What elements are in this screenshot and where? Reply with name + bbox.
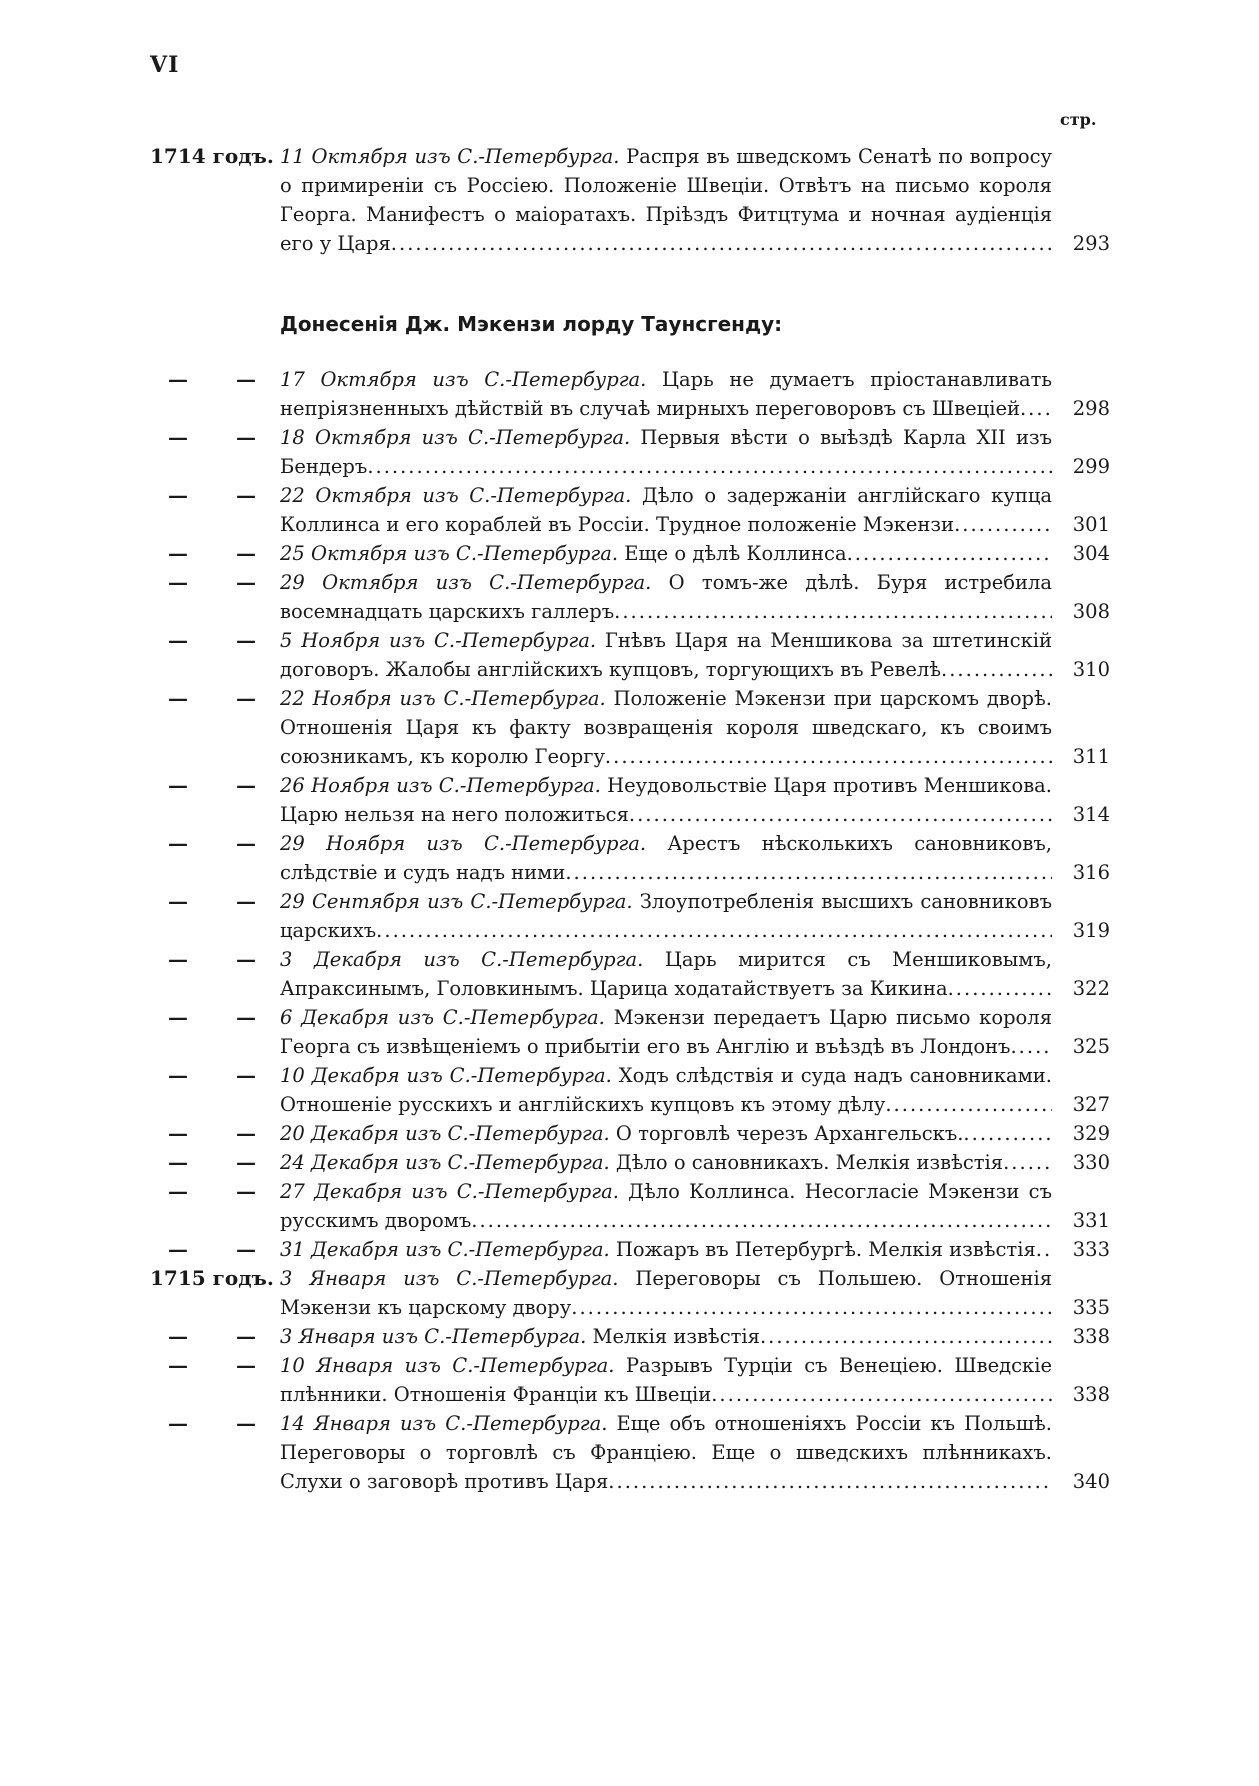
toc-entry [150, 142, 1110, 258]
ditto-dash: — [236, 570, 256, 594]
entry-date: 29 Сентября изъ С.-Петербурга. [280, 890, 633, 913]
ditto-dash: — [168, 628, 188, 652]
ditto-dash: — [236, 628, 256, 652]
entry-date: 14 Января изъ С.-Петербурга. [280, 1412, 608, 1435]
ditto-dash: — [236, 889, 256, 913]
ditto-dash: — [236, 1121, 256, 1145]
entry-description: Распря въ шведскомъ Сенатѣ по вопросу о примиреніи съ Россіею. Положеніе Швеціи. Отвѣтъ на письмо короля Георга. Манифестъ о маіоратахъ. Пріѣздъ Фитцтума и ночная аудіенція его у Царя ..... [280, 145, 1052, 255]
entry-year: 1715 годъ. [150, 1266, 274, 1290]
entry-description: Дѣло о задержаніи англійскаго купца Коллинса и его кораблей въ Россіи. Трудное положеніе Мэкензи ..... [280, 484, 1052, 536]
entry-description: Мэкензи передаетъ Царю письмо короля Георга съ извѣщеніемъ о прибытіи его въ Англію и въѣздѣ въ Лондонъ ..... [280, 1006, 1052, 1058]
entry-page-number: 293 [1072, 232, 1110, 255]
entry-date: 31 Декабря изъ С.-Петербурга. [280, 1238, 610, 1261]
entry-page-number: 325 [1072, 1035, 1110, 1058]
ditto-dash: — [236, 367, 256, 391]
section-heading: Донесенія Дж. Мэкензи лорду Таунсгенду: [280, 312, 783, 336]
ditto-dash: — [168, 1063, 188, 1087]
entry-page-number: 329 [1072, 1122, 1110, 1145]
toc-entry [150, 1409, 1110, 1496]
entry-page-number: 319 [1072, 919, 1110, 942]
toc-top-group [150, 142, 1110, 258]
entry-page-number: 331 [1072, 1209, 1110, 1232]
entry-description: Разрывъ Турціи съ Венеціею. Шведскіе плѣнники. Отношенія Франціи къ Швеціи ..... [280, 1354, 1052, 1406]
toc-entry [150, 684, 1110, 771]
ditto-dash: — [168, 947, 188, 971]
entry-date: 10 Января изъ С.-Петербурга. [280, 1354, 615, 1377]
entry-description: Дѣло о сановникахъ. Мелкія извѣстія ..... [616, 1151, 1003, 1174]
page-number: VI [150, 52, 180, 78]
ditto-dash: — [168, 1411, 188, 1435]
entry-description: Мелкія извѣстія ..... [593, 1325, 760, 1348]
page-column-label: стр. [1060, 110, 1097, 129]
entry-date: 11 Октября изъ С.-Петербурга. [280, 145, 620, 168]
entry-page-number: 333 [1072, 1238, 1110, 1261]
toc-entry [150, 539, 1110, 568]
entry-page-number: 327 [1072, 1093, 1110, 1116]
toc-entry [150, 1264, 1110, 1322]
entry-description: Пожаръ въ Петербургѣ. Мелкія извѣстія ..... [616, 1238, 1036, 1261]
toc-entry [150, 1235, 1110, 1264]
toc-entry [150, 887, 1110, 945]
entry-description: О торговлѣ черезъ Архангельскъ. ..... [616, 1122, 964, 1145]
ditto-dash: — [236, 483, 256, 507]
entry-page-number: 310 [1072, 658, 1110, 681]
entry-page-number: 340 [1072, 1470, 1110, 1493]
entry-description: Еще объ отношеніяхъ Россіи къ Польшѣ. Переговоры о торговлѣ съ Франціею. Еще о шведскихъ плѣнникахъ. Слухи о заговорѣ противъ Царя ..... [280, 1412, 1052, 1493]
entry-page-number: 338 [1072, 1383, 1110, 1406]
toc-entry [150, 1177, 1110, 1235]
ditto-dash: — [236, 1411, 256, 1435]
toc-entries [150, 365, 1110, 1496]
ditto-dash: — [168, 1121, 188, 1145]
toc-entry [150, 568, 1110, 626]
entry-date: 25 Октября изъ С.-Петербурга. [280, 542, 619, 565]
entry-date: 29 Октября изъ С.-Петербурга. [280, 571, 652, 594]
ditto-dash: — [168, 541, 188, 565]
ditto-dash: — [168, 773, 188, 797]
entry-page-number: 298 [1072, 397, 1110, 420]
entry-date: 24 Декабря изъ С.-Петербурга. [280, 1151, 610, 1174]
entry-page-number: 338 [1072, 1325, 1110, 1348]
entry-page-number: 330 [1072, 1151, 1110, 1174]
toc-entry [150, 1148, 1110, 1177]
toc-entry [150, 945, 1110, 1003]
entry-page-number: 322 [1072, 977, 1110, 1000]
ditto-dash: — [236, 1063, 256, 1087]
entry-page-number: 311 [1072, 745, 1110, 768]
toc-entry [150, 1003, 1110, 1061]
ditto-dash: — [168, 889, 188, 913]
entry-description: Царь не думаетъ пріостанавливать непріязненныхъ дѣйствій въ случаѣ мирныхъ переговоровъ съ Швеціей ..... [280, 368, 1052, 420]
entry-description: Дѣло Коллинса. Несогласіе Мэкензи съ русскимъ дворомъ ..... [280, 1180, 1052, 1232]
toc-entry [150, 1061, 1110, 1119]
ditto-dash: — [168, 483, 188, 507]
entry-date: 18 Октября изъ С.-Петербурга. [280, 426, 631, 449]
entry-description: Арестъ нѣсколькихъ сановниковъ, слѣдствіе и судъ надъ ними ..... [280, 832, 1052, 884]
toc-entry [150, 1351, 1110, 1409]
entry-date: 3 Декабря изъ С.-Петербурга. [280, 948, 644, 971]
entry-page-number: 314 [1072, 803, 1110, 826]
ditto-dash: — [236, 831, 256, 855]
entry-date: 5 Ноября изъ С.-Петербурга. [280, 629, 597, 652]
table-of-contents [150, 142, 1110, 1496]
entry-page-number: 308 [1072, 600, 1110, 623]
entry-date: 22 Ноября изъ С.-Петербурга. [280, 687, 606, 710]
ditto-dash: — [236, 541, 256, 565]
entry-description: Неудовольствіе Царя противъ Меншикова. Царю нельзя на него положиться ..... [280, 774, 1052, 826]
entry-date: 10 Декабря изъ С.-Петербурга. [280, 1064, 612, 1087]
toc-entry [150, 1322, 1110, 1351]
ditto-dash: — [236, 425, 256, 449]
entry-description: Ходъ слѣдствія и суда надъ сановниками. Отношеніе русскихъ и англійскихъ купцовъ къ этому дѣлу ..... [280, 1064, 1052, 1116]
toc-entry [150, 829, 1110, 887]
ditto-dash: — [236, 1005, 256, 1029]
entry-date: 27 Декабря изъ С.-Петербурга. [280, 1180, 619, 1203]
entry-year: 1714 годъ. [150, 144, 274, 168]
ditto-dash: — [236, 1179, 256, 1203]
entry-page-number: 301 [1072, 513, 1110, 536]
ditto-dash: — [168, 425, 188, 449]
ditto-dash: — [236, 1237, 256, 1261]
ditto-dash: — [168, 1324, 188, 1348]
entry-description: Положеніе Мэкензи при царскомъ дворѣ. Отношенія Царя къ факту возвращенія короля шведскаго, къ своимъ союзникамъ, къ королю Георгу ..... [280, 687, 1052, 768]
entry-description: Злоупотребленія высшихъ сановниковъ царскихъ ..... [280, 890, 1052, 942]
entry-description: Гнѣвъ Царя на Меншикова за штетинскій договоръ. Жалобы англійскихъ купцовъ, торгующихъ въ Ревелѣ ..... [280, 629, 1052, 681]
ditto-dash: — [236, 773, 256, 797]
toc-entry [150, 423, 1110, 481]
entry-page-number: 299 [1072, 455, 1110, 478]
ditto-dash: — [168, 1237, 188, 1261]
entry-date: 17 Октября изъ С.-Петербурга. [280, 368, 647, 391]
entry-page-number: 316 [1072, 861, 1110, 884]
ditto-dash: — [168, 1179, 188, 1203]
entry-description: Первыя вѣсти о выѣздѣ Карла XII изъ Бендеръ ..... [280, 426, 1052, 478]
toc-entry [150, 626, 1110, 684]
toc-entry [150, 1119, 1110, 1148]
ditto-dash: — [168, 570, 188, 594]
entry-description: Еще о дѣлѣ Коллинса ..... [624, 542, 846, 565]
entry-description: Царь мирится съ Меншиковымъ, Апраксинымъ, Головкинымъ. Царица ходатайствуетъ за Кикина ..... [280, 948, 1052, 1000]
ditto-dash: — [236, 1150, 256, 1174]
entry-date: 20 Декабря изъ С.-Петербурга. [280, 1122, 610, 1145]
ditto-dash: — [168, 1353, 188, 1377]
entry-date: 26 Ноября изъ С.-Петербурга. [280, 774, 601, 797]
ditto-dash: — [236, 947, 256, 971]
entry-description: Переговоры съ Польшею. Отношенія Мэкензи къ царскому двору ..... [280, 1267, 1052, 1319]
toc-entry [150, 771, 1110, 829]
ditto-dash: — [168, 367, 188, 391]
entry-page-number: 304 [1072, 542, 1110, 565]
entry-description: О томъ-же дѣлѣ. Буря истребила восемнадцать царскихъ галлеръ ..... [280, 571, 1052, 623]
toc-entry [150, 481, 1110, 539]
ditto-dash: — [168, 831, 188, 855]
entry-date: 3 Января изъ С.-Петербурга. [280, 1325, 587, 1348]
toc-entry [150, 365, 1110, 423]
ditto-dash: — [168, 686, 188, 710]
ditto-dash: — [236, 1353, 256, 1377]
entry-date: 3 Января изъ С.-Петербурга. [280, 1267, 619, 1290]
ditto-dash: — [236, 686, 256, 710]
ditto-dash: — [236, 1324, 256, 1348]
entry-date: 22 Октября изъ С.-Петербурга. [280, 484, 632, 507]
entry-date: 29 Ноября изъ С.-Петербурга. [280, 832, 647, 855]
entry-date: 6 Декабря изъ С.-Петербурга. [280, 1006, 605, 1029]
ditto-dash: — [168, 1005, 188, 1029]
ditto-dash: — [168, 1150, 188, 1174]
entry-page-number: 335 [1072, 1296, 1110, 1319]
